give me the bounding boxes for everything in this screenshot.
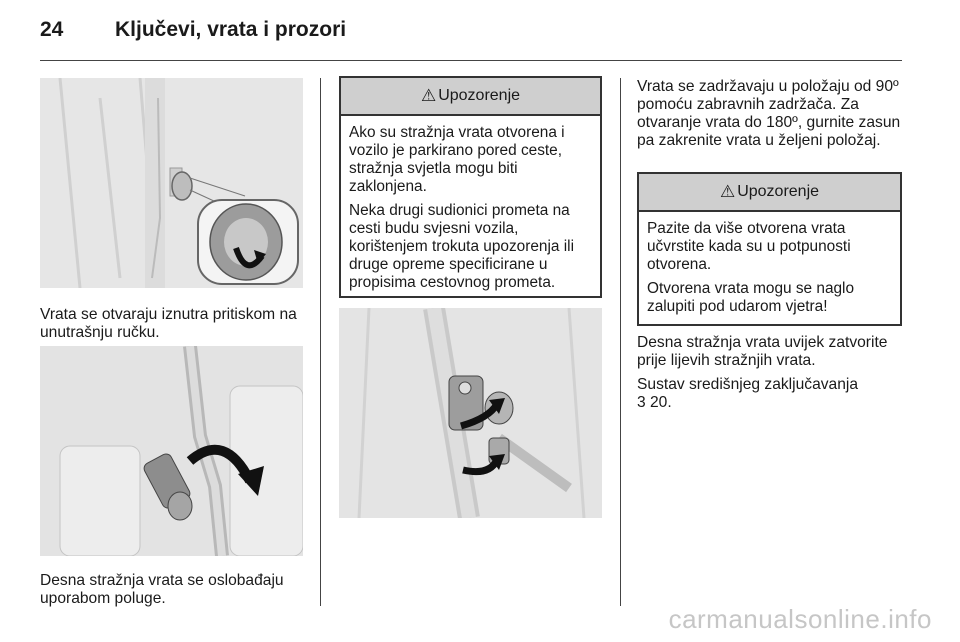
col3-paragraph-1: Vrata se zadržavaju u položaju od 90º pomoću zabravnih zadržača. Za otvaranje vrata do 180º, gurnite zasun pa zakrenite vrata u željeni položaj. bbox=[637, 78, 901, 149]
caption-text-1: Vrata se otvaraju iznutra pritiskom na unutrašnju ručku. bbox=[40, 306, 297, 341]
page-number: 24 bbox=[40, 18, 64, 41]
header-rule bbox=[40, 60, 902, 61]
door-handle-illustration bbox=[40, 78, 303, 288]
caption-release-lever bbox=[40, 572, 315, 614]
door-hinge-illustration bbox=[339, 308, 602, 518]
page-header bbox=[40, 18, 346, 42]
warning2-paragraph-1: Pazite da više otvorena vrata učvrstite kada su u potpunosti otvorena. bbox=[647, 220, 851, 273]
column-3-top-text bbox=[637, 78, 902, 156]
warning1-paragraph-2: Neka drugi sudionici prometa na cesti budu svjesni vozila, korištenjem trokuta upozorenja ili druge opreme specificirane u propisima cestovnog prometa. bbox=[349, 202, 574, 291]
warning-triangle-icon: ⚠ bbox=[719, 182, 736, 201]
warning-box-1 bbox=[339, 76, 602, 298]
cross-reference-text: Sustav središnjeg zaključavanja bbox=[637, 376, 859, 393]
col3-paragraph-2: Desna stražnja vrata uvijek zatvorite prije lijevih stražnjih vrata. bbox=[637, 334, 888, 369]
watermark: carmanualsonline.info bbox=[668, 604, 932, 634]
warning-title-1: Upozorenje bbox=[438, 87, 521, 104]
caption-door-handle bbox=[40, 306, 315, 348]
warning2-paragraph-2: Otvorena vrata mogu se naglo zalupiti pod udarom vjetra! bbox=[647, 280, 855, 315]
col3-paragraph-3 bbox=[637, 376, 902, 412]
page-reference-link[interactable]: 3 20. bbox=[637, 394, 672, 411]
column-divider-2 bbox=[620, 78, 621, 606]
column-divider-1 bbox=[320, 78, 321, 606]
warning-box-2 bbox=[637, 172, 902, 326]
release-lever-illustration bbox=[40, 346, 303, 556]
warning-title-2: Upozorenje bbox=[737, 183, 820, 200]
warning-header-2 bbox=[639, 174, 900, 212]
warning-header-1 bbox=[341, 78, 600, 116]
page-title: Ključevi, vrata i prozori bbox=[115, 18, 347, 41]
caption-text-2: Desna stražnja vrata se oslobađaju uporabom poluge. bbox=[40, 572, 284, 607]
warning1-paragraph-1: Ako su stražnja vrata otvorena i vozilo je parkirano pored ceste, stražnja svjetla mogu biti zaklonjena. bbox=[349, 124, 565, 195]
warning-triangle-icon: ⚠ bbox=[420, 86, 437, 105]
column-3-bottom-text bbox=[637, 334, 902, 418]
